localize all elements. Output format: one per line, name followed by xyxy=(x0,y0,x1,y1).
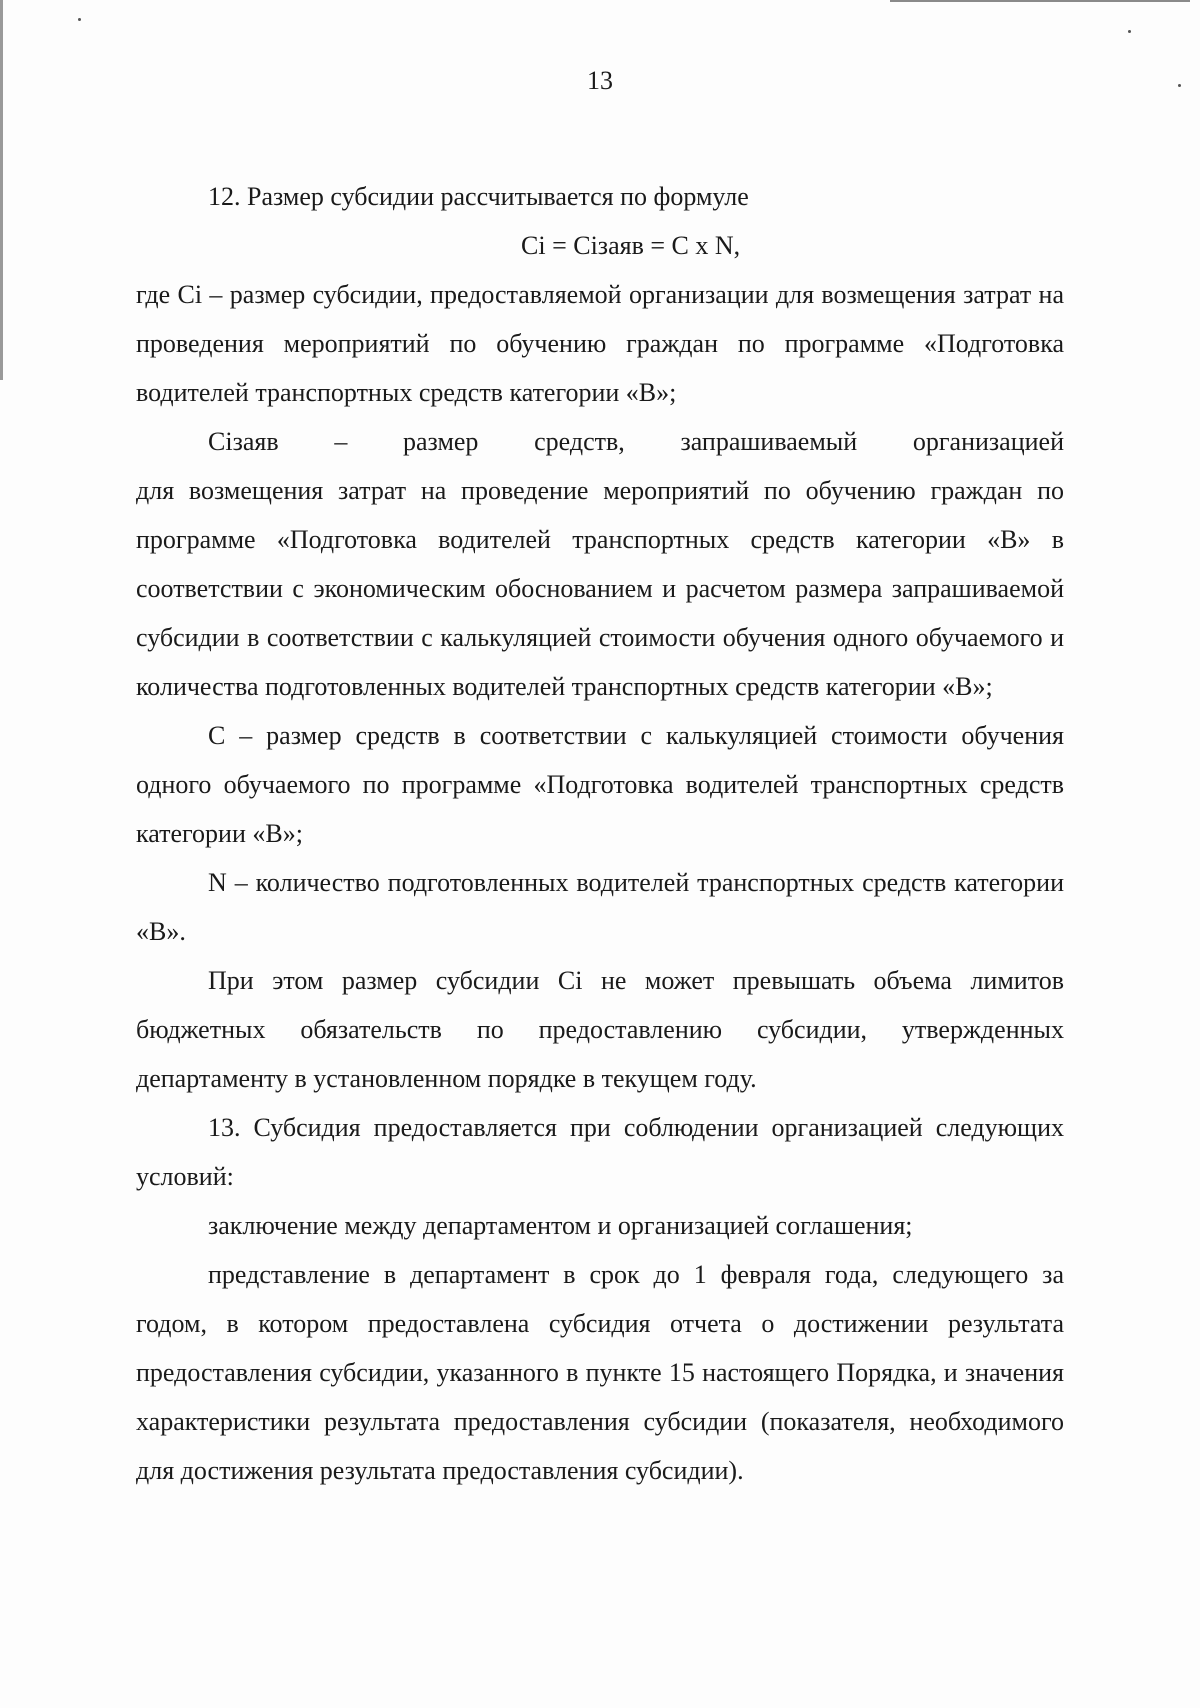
scan-edge-top xyxy=(890,0,1190,2)
paragraph-ci-definition: где Ci – размер субсидии, предоставляемой организации для возмещения затрат на проведения мероприятий по обучению граждан по программе «Подготовка водителей транспортных средств категории «В»; xyxy=(136,280,1064,407)
paragraph-agreement-condition: заключение между департаментом и организацией соглашения; xyxy=(208,1211,913,1240)
ci-zayav-definition-rest: для возмещения затрат на проведение мероприятий по обучению граждан по программе «Подготовка водителей транспортных средств категории «В» в соответствии с экономическим обоснованием и расчетом размера запрашиваемой субсидии в соответствии с калькуляцией стоимости обучения одного обучаемого и количества подготовленных водителей транспортных средств категории «В»; xyxy=(136,476,1064,701)
paragraph-13-intro: 13. Субсидия предоставляется при соблюдении организацией следующих условий: xyxy=(136,1113,1064,1191)
paragraph-c-definition: C – размер средств в соответствии с калькуляцией стоимости обучения одного обучаемого по программе «Подготовка водителей транспортных средств категории «В»; xyxy=(136,721,1064,848)
page-number: 13 xyxy=(587,66,613,95)
text-block-2 xyxy=(136,417,1064,1495)
scan-speck xyxy=(78,18,81,21)
ci-zayav-definition-first-line xyxy=(136,417,1064,466)
paragraph-limit: При этом размер субсидии Ci не может превышать объема лимитов бюджетных обязательств по предоставлению субсидии, утвержденных департаменту в установленном порядке в текущем году. xyxy=(136,966,1064,1093)
paragraph-n-definition: N – количество подготовленных водителей транспортных средств категории «В». xyxy=(136,868,1064,946)
scan-speck xyxy=(1128,30,1131,33)
word: запрашиваемый xyxy=(680,427,858,456)
formula: Ci = Ciзаяв = C x N, xyxy=(521,231,741,260)
word: организацией xyxy=(912,427,1064,456)
paragraph-12-intro: 12. Размер субсидии рассчитывается по формуле xyxy=(208,182,749,211)
text-block-1 xyxy=(136,172,1064,417)
word: Ciзаяв xyxy=(208,427,279,456)
word: средств, xyxy=(534,427,625,456)
word: размер xyxy=(403,427,479,456)
paragraph-report-condition: представление в департамент в срок до 1 февраля года, следующего за годом, в котором предоставлена субсидия отчета о достижении результата предоставления субсидии, указанного в пункте 15 настоящего Порядка, и значения характеристики результата предоставления субсидии (показателя, необходимого для достижения результата предоставления субсидии). xyxy=(136,1260,1064,1485)
word: – xyxy=(334,427,348,456)
scan-edge-left xyxy=(0,0,3,380)
